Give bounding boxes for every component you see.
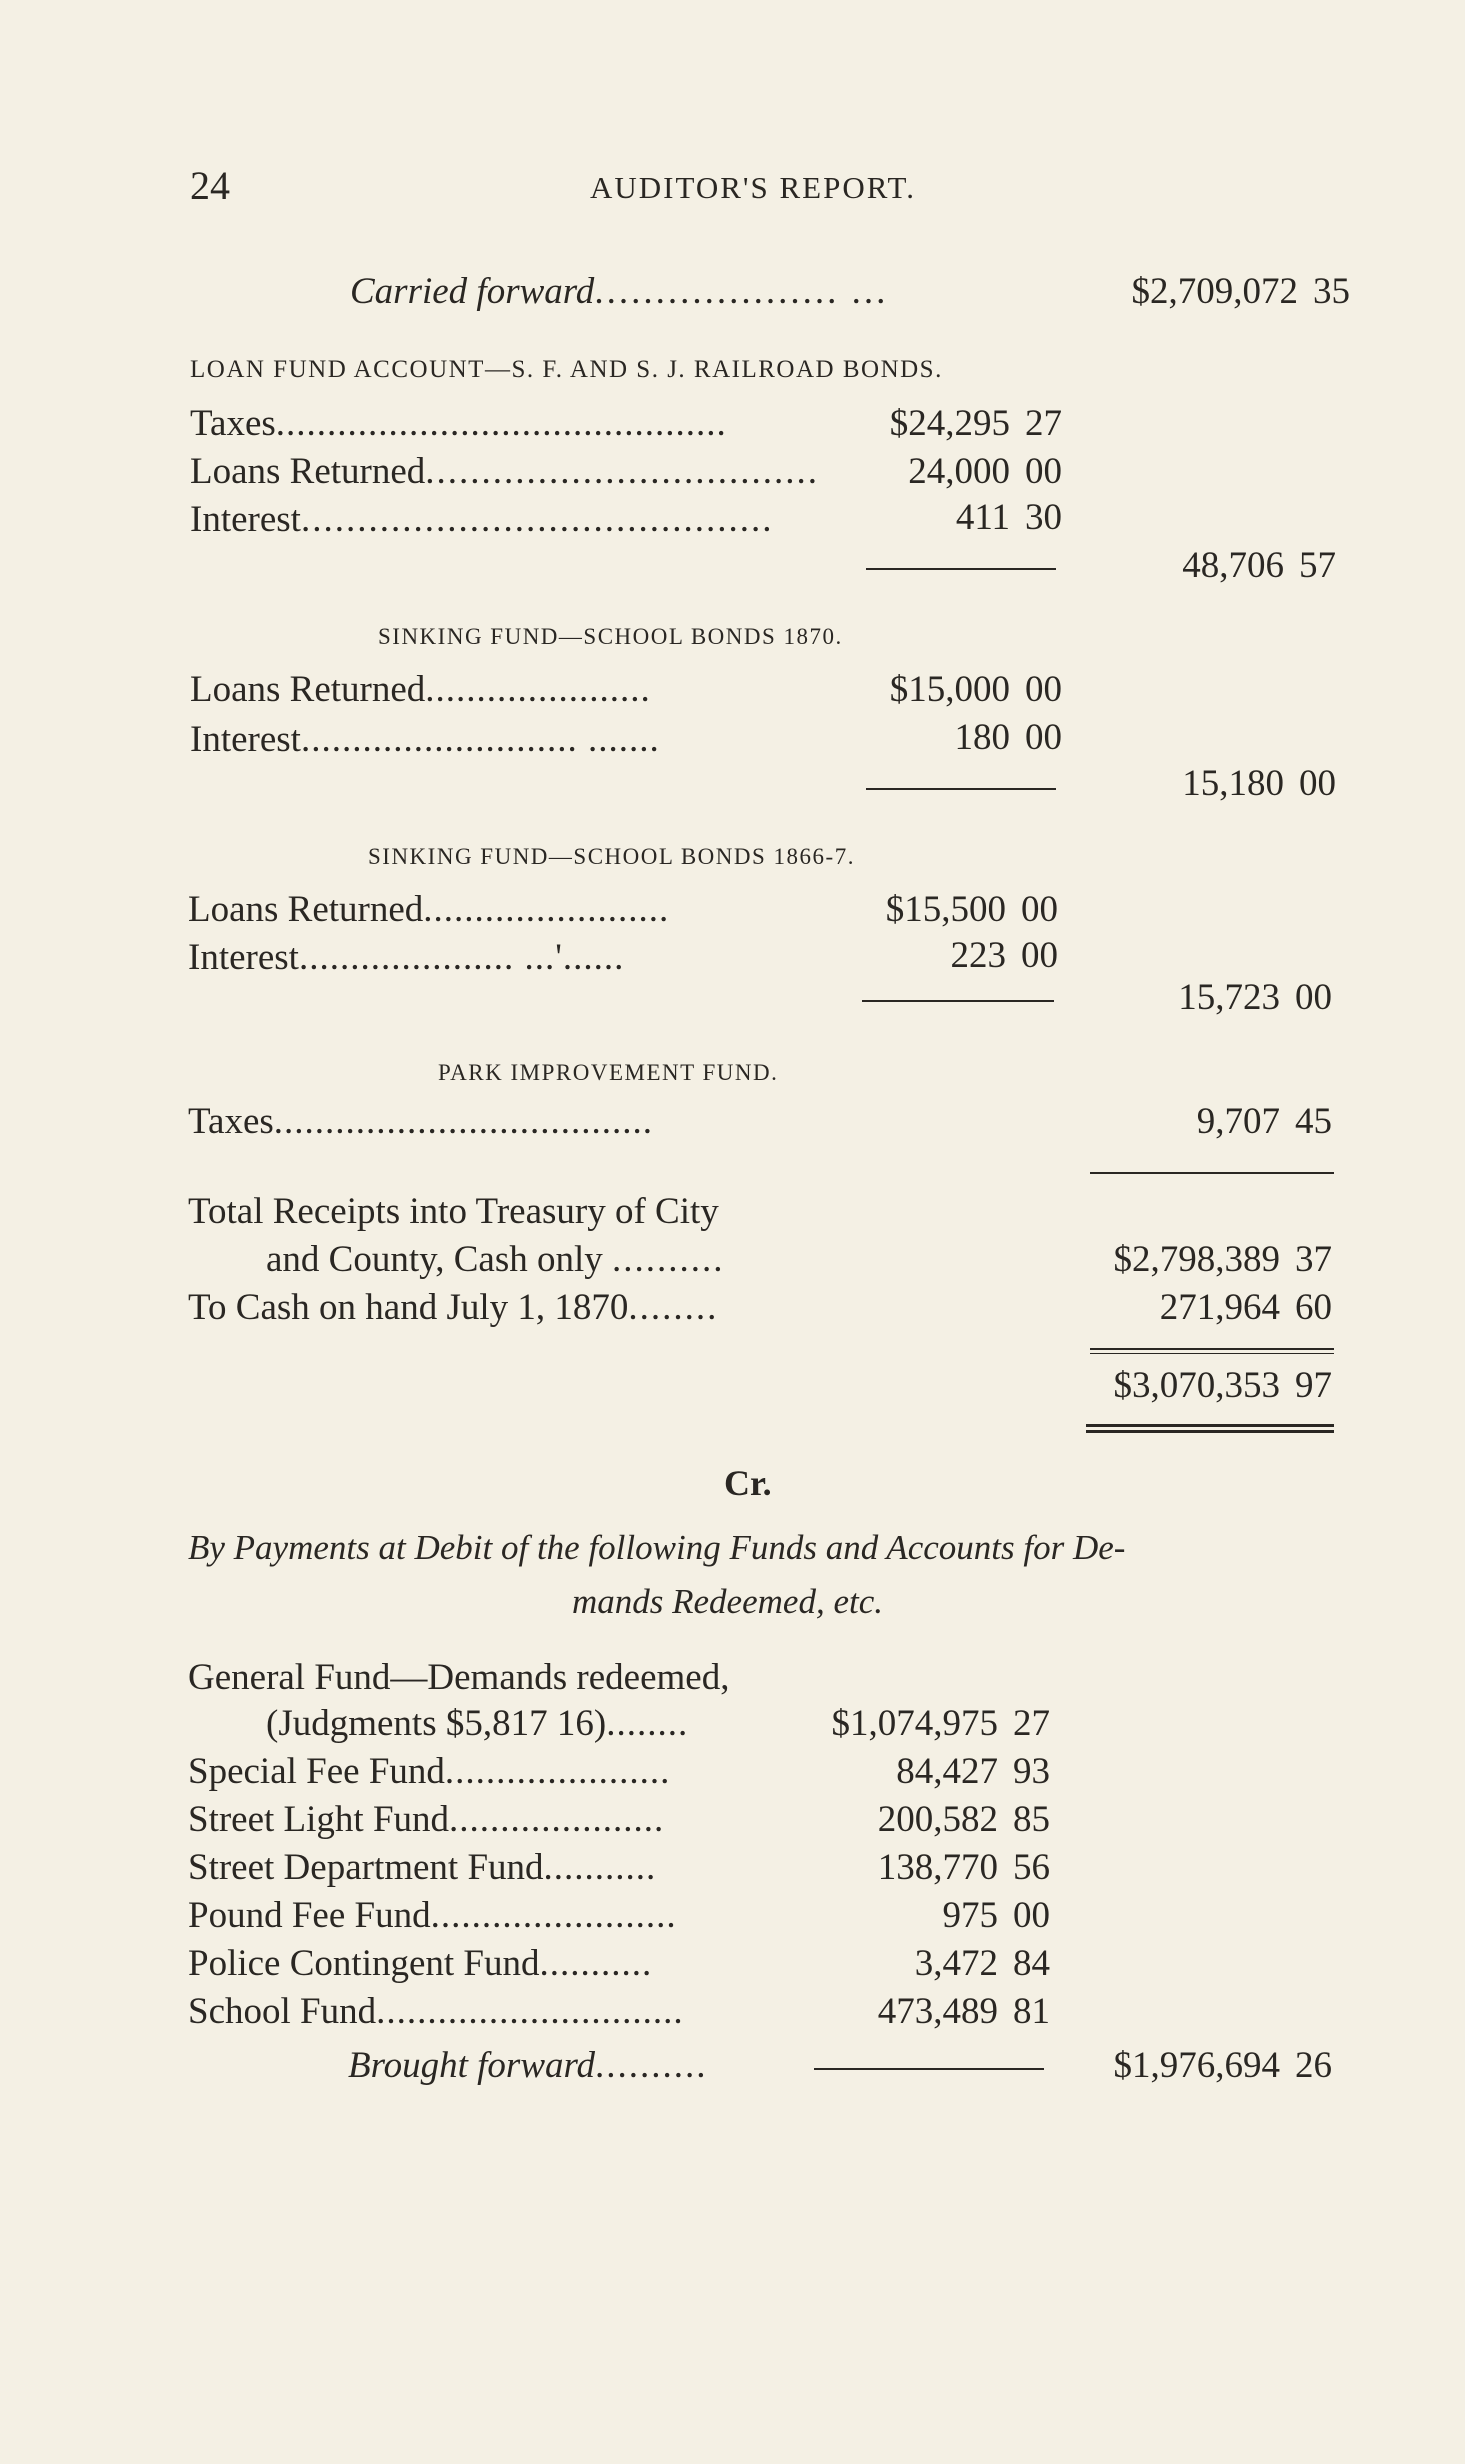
page-number: 24 <box>190 163 230 208</box>
row-dots: ............................................ <box>275 403 727 444</box>
amount-cents: 57 <box>1299 545 1336 586</box>
amount-dollars: 473,489 <box>877 1991 998 2032</box>
grand-total-rule <box>1090 1348 1334 1350</box>
amount-dollars: 975 <box>942 1895 998 1936</box>
amount-dollars: $2,709,072 <box>1131 271 1298 312</box>
amount-cents: 97 <box>1295 1365 1332 1406</box>
park-fund-row-taxes <box>188 1100 848 1144</box>
carried-forward-dots: .................... ... <box>594 271 889 312</box>
carried-forward-amount <box>1070 270 1350 314</box>
row-label: Street Light Fund <box>188 1799 450 1840</box>
sinking-1870-row-interest <box>190 718 860 762</box>
row-label: Interest <box>190 499 301 540</box>
amount-cents: 26 <box>1295 2045 1332 2086</box>
row-dots: ........... <box>543 1847 657 1888</box>
row-label: School Fund <box>188 1991 377 2032</box>
credit-row-police <box>188 1942 808 1986</box>
credit-row-street-light <box>188 1798 808 1842</box>
amount-dollars: 15,180 <box>1182 763 1284 804</box>
row-label: Pound Fee Fund <box>188 1895 431 1936</box>
row-label: Special Fee Fund <box>188 1751 445 1792</box>
amount-cents: 85 <box>1013 1799 1050 1840</box>
credit-row-street-dept <box>188 1846 808 1890</box>
credit-amount-school <box>760 1990 1050 2034</box>
row-label: Interest <box>190 719 301 760</box>
amount-cents: 00 <box>1025 669 1062 710</box>
amount-dollars: 180 <box>954 717 1010 758</box>
brought-forward-row <box>348 2044 708 2088</box>
row-label: and County, Cash only <box>266 1239 603 1280</box>
credit-amount-pound-fee <box>760 1894 1050 1938</box>
amount-cents: 30 <box>1025 497 1062 538</box>
general-fund-line1: General Fund—Demands redeemed, <box>188 1657 730 1698</box>
amount-dollars: 138,770 <box>877 1847 998 1888</box>
row-dots: ........ <box>628 1287 719 1328</box>
grand-total-double-rule-2 <box>1086 1430 1334 1433</box>
subtotal-rule <box>866 788 1056 790</box>
amount-dollars: $1,976,694 <box>1113 2045 1280 2086</box>
subtotal-rule <box>862 1000 1054 1002</box>
row-dots: ..................................... <box>273 1101 654 1142</box>
amount-cents: 27 <box>1013 1703 1050 1744</box>
sinking-1866-amount-interest <box>836 934 1058 978</box>
row-label: Taxes <box>188 1101 274 1142</box>
row-dots: .......... <box>612 1239 725 1280</box>
amount-dollars: $24,295 <box>889 403 1010 444</box>
amount-cents: 00 <box>1299 763 1336 804</box>
loan-fund-amount-loans <box>840 450 1062 494</box>
amount-cents: 00 <box>1021 935 1058 976</box>
loan-fund-heading: LOAN FUND ACCOUNT—S. F. AND S. J. RAILROAD BONDS. <box>190 356 943 383</box>
row-label: Police Contingent Fund <box>188 1943 540 1984</box>
credit-row-judgments <box>266 1702 688 1746</box>
amount-cents: 81 <box>1013 1991 1050 2032</box>
credit-amount-street-dept <box>760 1846 1050 1890</box>
sinking-1870-amount-loans <box>840 668 1062 712</box>
park-fund-amount <box>1046 1100 1332 1144</box>
amount-cents: 00 <box>1025 451 1062 492</box>
amount-cents: 84 <box>1013 1943 1050 1984</box>
cash-on-hand-row <box>188 1286 718 1330</box>
row-label: Taxes <box>190 403 276 444</box>
amount-dollars: 15,723 <box>1178 977 1280 1018</box>
row-label: Interest <box>188 937 299 978</box>
amount-cents: 00 <box>1013 1895 1050 1936</box>
loan-fund-row-loans <box>190 450 840 494</box>
carried-forward-label: Carried forward <box>350 271 595 312</box>
total-receipts-line2 <box>266 1238 725 1282</box>
amount-dollars: $1,074,975 <box>831 1703 998 1744</box>
amount-dollars: 271,964 <box>1159 1287 1280 1328</box>
park-fund-heading: PARK IMPROVEMENT FUND. <box>438 1060 779 1085</box>
loan-fund-total <box>1050 544 1336 588</box>
amount-dollars: 200,582 <box>877 1799 998 1840</box>
amount-cents: 00 <box>1025 717 1062 758</box>
row-dots: ........... <box>539 1943 653 1984</box>
credit-heading: Cr. <box>724 1463 772 1503</box>
amount-dollars: 223 <box>950 935 1006 976</box>
amount-dollars: 84,427 <box>896 1751 998 1792</box>
row-label: To Cash on hand July 1, 1870 <box>188 1287 629 1328</box>
row-dots: ...................... <box>425 669 651 710</box>
grand-total-amount <box>1046 1364 1332 1408</box>
sinking-1866-row-loans <box>188 888 858 932</box>
sinking-1870-row-loans <box>190 668 860 712</box>
row-label: Brought forward <box>348 2045 596 2086</box>
credit-row-special-fee <box>188 1750 808 1794</box>
sinking-fund-1866-heading: SINKING FUND—SCHOOL BONDS 1866-7. <box>368 844 855 869</box>
sinking-fund-1870-heading: SINKING FUND—SCHOOL BONDS 1870. <box>378 624 843 649</box>
row-dots: ...................... <box>444 1751 671 1792</box>
loan-fund-row-interest <box>190 498 850 542</box>
subtotal-rule <box>866 568 1056 570</box>
grand-total-rule-2 <box>1090 1353 1334 1354</box>
cash-on-hand-amount <box>1046 1286 1332 1330</box>
credit-amount-judgments <box>760 1702 1050 1746</box>
total-receipts-amount <box>1046 1238 1332 1282</box>
amount-cents: 60 <box>1295 1287 1332 1328</box>
amount-cents: 00 <box>1021 889 1058 930</box>
credit-amount-street-light <box>760 1798 1050 1842</box>
total-rule <box>1090 1172 1334 1174</box>
loan-fund-amount-taxes <box>840 402 1062 446</box>
amount-cents: 37 <box>1295 1239 1332 1280</box>
grand-total-double-rule <box>1086 1424 1334 1427</box>
sinking-1870-total <box>1050 762 1336 806</box>
amount-dollars: $15,000 <box>889 669 1010 710</box>
total-receipts-line1: Total Receipts into Treasury of City <box>188 1191 719 1232</box>
amount-dollars: 3,472 <box>914 1943 998 1984</box>
row-dots: ........................ <box>430 1895 677 1936</box>
sinking-1866-row-interest <box>188 936 858 980</box>
brought-forward-amount <box>1046 2044 1332 2088</box>
row-dots: .......... <box>595 2045 708 2086</box>
credit-intro-line1: By Payments at Debit of the following Funds and Accounts for De- <box>188 1528 1126 1567</box>
amount-dollars: 48,706 <box>1182 545 1284 586</box>
row-label: (Judgments $5,817 16) <box>266 1703 607 1744</box>
amount-dollars: 24,000 <box>908 451 1010 492</box>
amount-cents: 35 <box>1313 271 1350 312</box>
amount-dollars: $3,070,353 <box>1113 1365 1280 1406</box>
credit-amount-police <box>760 1942 1050 1986</box>
row-label: Loans Returned <box>190 669 426 710</box>
row-dots: ..................... ...'...... <box>298 937 625 978</box>
loan-fund-amount-interest <box>840 496 1062 540</box>
amount-dollars: 9,707 <box>1196 1101 1280 1142</box>
row-dots: ................................... <box>425 451 820 492</box>
row-dots: ..................... <box>449 1799 665 1840</box>
credit-row-school <box>188 1990 808 2034</box>
amount-cents: 93 <box>1013 1751 1050 1792</box>
amount-cents: 56 <box>1013 1847 1050 1888</box>
amount-dollars: 411 <box>955 497 1010 538</box>
sinking-1866-amount-loans <box>836 888 1058 932</box>
sinking-1866-total <box>1046 976 1332 1020</box>
row-dots: .......................................... <box>300 499 774 540</box>
amount-cents: 27 <box>1025 403 1062 444</box>
row-label: Loans Returned <box>190 451 426 492</box>
amount-dollars: $2,798,389 <box>1113 1239 1280 1280</box>
brought-forward-rule <box>814 2068 1044 2070</box>
row-dots: ........................... ....... <box>300 719 660 760</box>
row-label: Loans Returned <box>188 889 424 930</box>
amount-dollars: $15,500 <box>885 889 1006 930</box>
credit-amount-special-fee <box>760 1750 1050 1794</box>
carried-forward-row <box>350 270 1350 314</box>
row-dots: ........................ <box>423 889 670 930</box>
row-dots: ........ <box>606 1703 689 1744</box>
amount-cents: 45 <box>1295 1101 1332 1142</box>
credit-row-pound-fee <box>188 1894 808 1938</box>
page-title: AUDITOR'S REPORT. <box>590 170 916 205</box>
amount-cents: 00 <box>1295 977 1332 1018</box>
credit-intro-line2: mands Redeemed, etc. <box>572 1582 883 1621</box>
sinking-1870-amount-interest <box>840 716 1062 760</box>
row-label: Street Department Fund <box>188 1847 544 1888</box>
row-dots: .............................. <box>376 1991 684 2032</box>
